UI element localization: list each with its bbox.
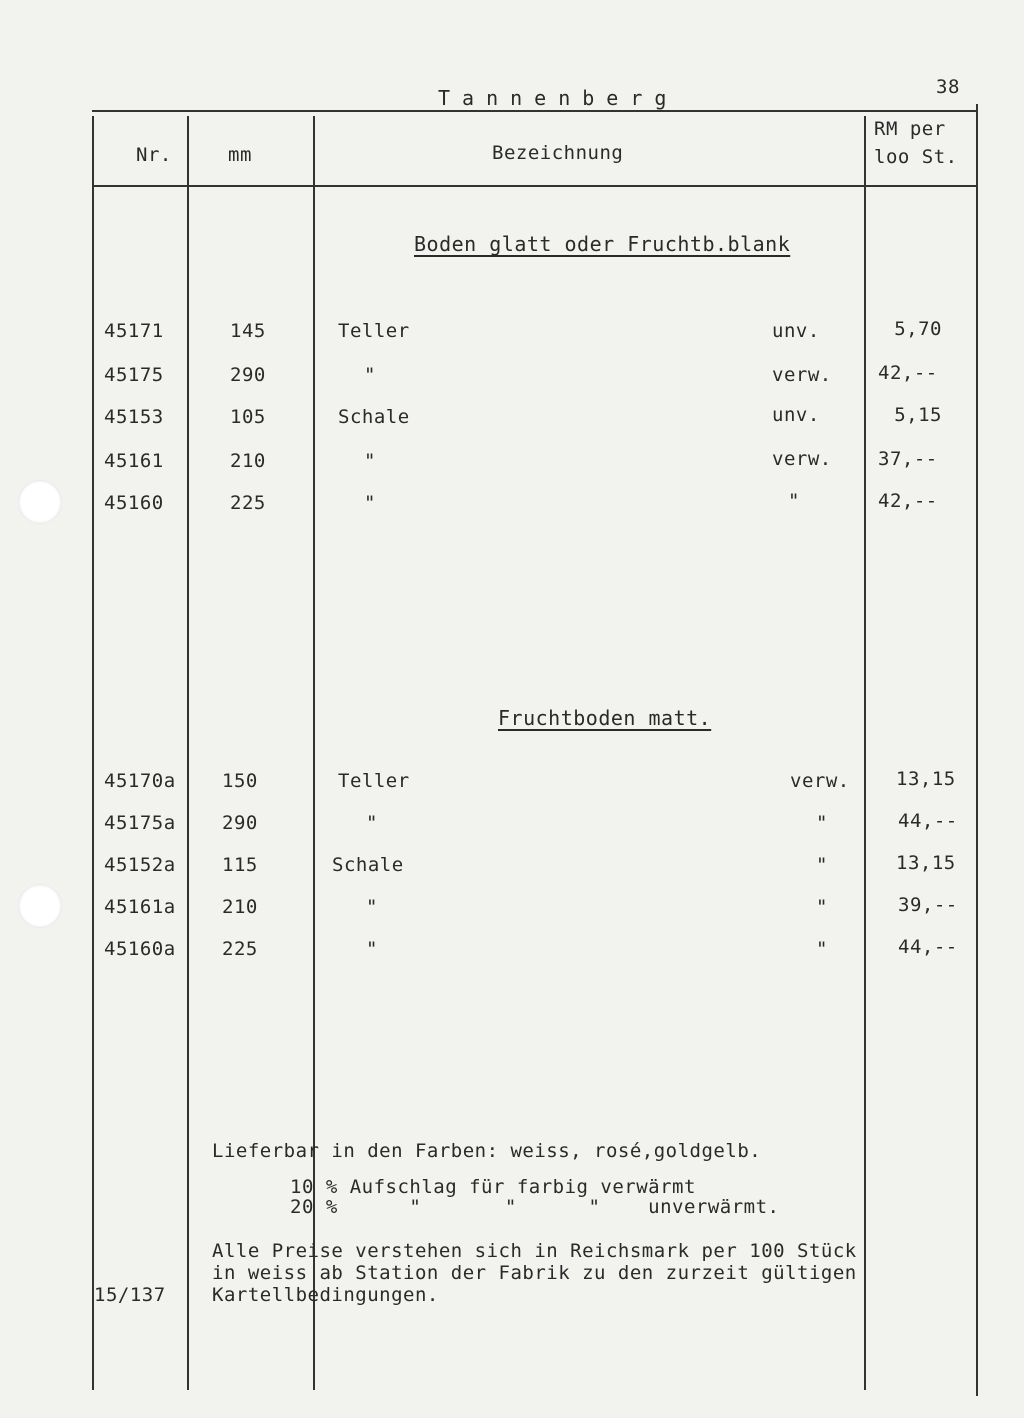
row-mm: 150 xyxy=(222,770,258,792)
row-type: " xyxy=(816,938,828,960)
row-mm: 225 xyxy=(222,938,258,960)
row-type: " xyxy=(816,896,828,918)
header-price-line1: RM per xyxy=(874,118,946,140)
row-bezeichnung: " xyxy=(366,896,378,918)
row-nr: 45175 xyxy=(104,364,164,386)
row-bezeichnung: Teller xyxy=(338,770,410,792)
row-mm: 115 xyxy=(222,854,258,876)
row-price: 37,-- xyxy=(878,448,938,470)
column-border-right xyxy=(976,104,978,1396)
row-bezeichnung: Teller xyxy=(338,320,410,342)
row-bezeichnung: Schale xyxy=(332,854,404,876)
row-type: verw. xyxy=(772,448,832,470)
row-mm: 210 xyxy=(230,450,266,472)
row-type: " xyxy=(816,854,828,876)
note-prices-line-1: Alle Preise verstehen sich in Reichsmark per 100 Stück xyxy=(212,1240,857,1262)
header-bottom-border xyxy=(92,185,978,187)
row-mm: 290 xyxy=(222,812,258,834)
row-bezeichnung: " xyxy=(366,812,378,834)
row-type: verw. xyxy=(772,364,832,386)
reference-number: 15/137 xyxy=(94,1284,166,1306)
row-type: " xyxy=(788,490,800,512)
row-price: 5,70 xyxy=(894,318,942,340)
row-price: 42,-- xyxy=(878,490,938,512)
row-nr: 45160 xyxy=(104,492,164,514)
section-heading-boden-glatt: Boden glatt oder Fruchtb.blank xyxy=(414,232,791,256)
row-price: 13,15 xyxy=(896,852,956,874)
row-mm: 145 xyxy=(230,320,266,342)
column-border-nr xyxy=(187,116,189,1390)
row-nr: 45153 xyxy=(104,406,164,428)
row-bezeichnung: " xyxy=(364,492,376,514)
row-type: unv. xyxy=(772,404,820,426)
row-type: unv. xyxy=(772,320,820,342)
row-type: " xyxy=(816,812,828,834)
row-mm: 225 xyxy=(230,492,266,514)
row-bezeichnung: " xyxy=(364,450,376,472)
header-bezeichnung: Bezeichnung xyxy=(492,142,624,164)
row-bezeichnung: " xyxy=(366,938,378,960)
column-border-left xyxy=(92,116,94,1390)
row-nr: 45161a xyxy=(104,896,176,918)
row-nr: 45171 xyxy=(104,320,164,342)
row-mm: 290 xyxy=(230,364,266,386)
row-price: 44,-- xyxy=(898,936,958,958)
row-price: 42,-- xyxy=(878,362,938,384)
row-mm: 105 xyxy=(230,406,266,428)
row-nr: 45160a xyxy=(104,938,176,960)
row-nr: 45152a xyxy=(104,854,176,876)
row-bezeichnung: " xyxy=(364,364,376,386)
header-nr: Nr. xyxy=(136,144,172,166)
row-nr: 45161 xyxy=(104,450,164,472)
punch-hole-top xyxy=(18,480,62,524)
punch-hole-bottom xyxy=(18,884,62,928)
row-nr: 45170a xyxy=(104,770,176,792)
note-available-colors: Lieferbar in den Farben: weiss, rosé,goldgelb. xyxy=(212,1140,762,1162)
note-surcharge-2: 20 % " " " unverwärmt. xyxy=(290,1196,780,1218)
row-nr: 45175a xyxy=(104,812,176,834)
header-price-line2: loo St. xyxy=(874,146,958,168)
header-mm: mm xyxy=(228,144,252,166)
section-heading-fruchtboden-matt: Fruchtboden matt. xyxy=(498,706,712,730)
row-bezeichnung: Schale xyxy=(338,406,410,428)
row-type: verw. xyxy=(790,770,850,792)
row-price: 39,-- xyxy=(898,894,958,916)
row-price: 44,-- xyxy=(898,810,958,832)
note-prices-line-2: in weiss ab Station der Fabrik zu den zurzeit gültigen xyxy=(212,1262,857,1284)
table-top-border xyxy=(92,110,978,112)
note-surcharge-1: 10 % Aufschlag für farbig verwärmt xyxy=(290,1176,696,1198)
column-border-bezeichnung xyxy=(864,116,866,1390)
row-price: 13,15 xyxy=(896,768,956,790)
note-prices-line-3: Kartellbedingungen. xyxy=(212,1284,439,1306)
row-price: 5,15 xyxy=(894,404,942,426)
page-number: 38 xyxy=(936,76,960,98)
row-mm: 210 xyxy=(222,896,258,918)
document-title: Tannenberg xyxy=(438,86,679,110)
